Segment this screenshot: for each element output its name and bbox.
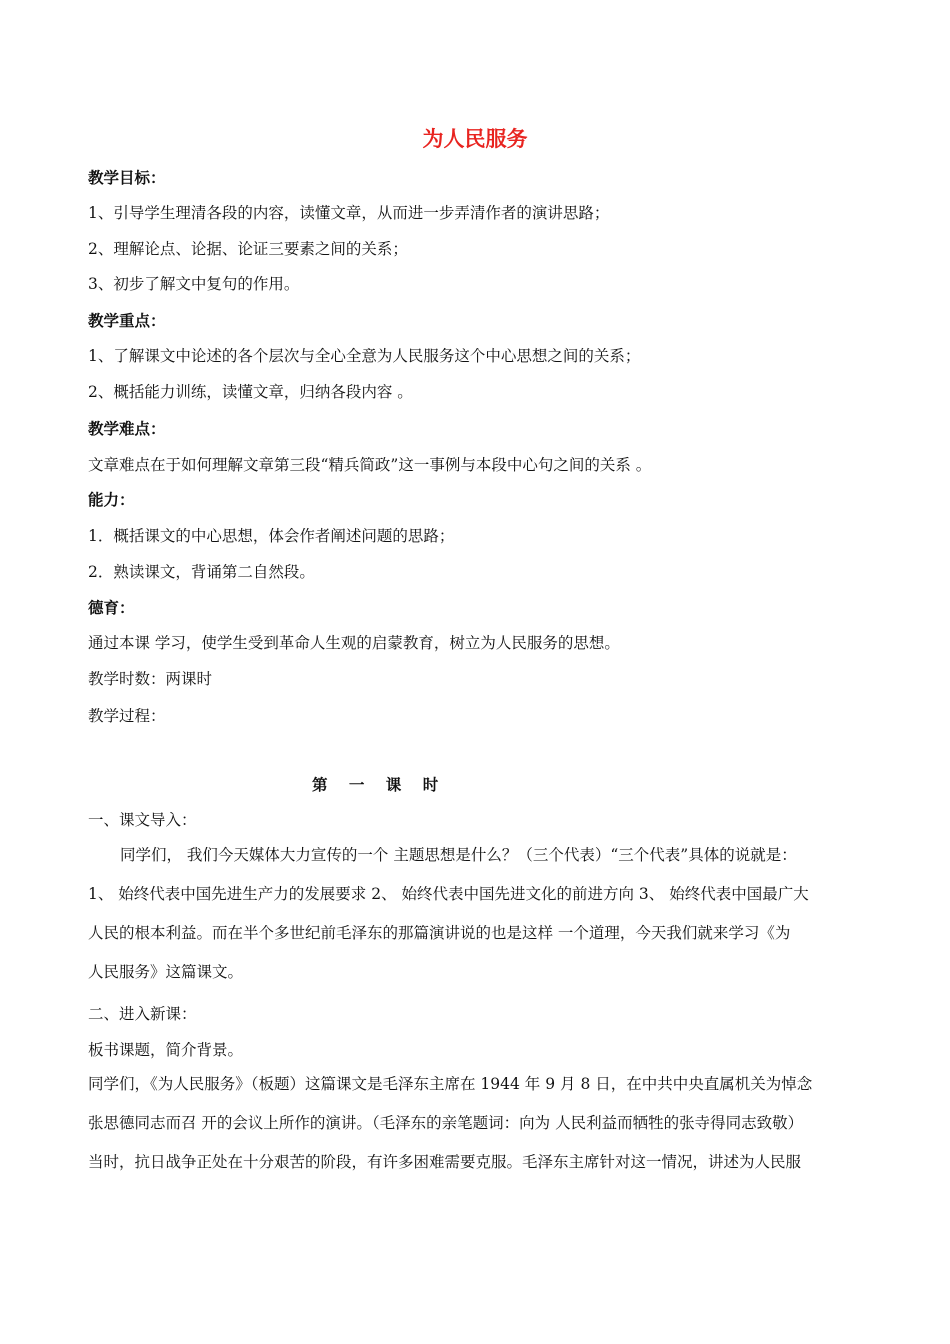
section1-line-1: 同学们， 我们今天媒体大力宣传的一个 主题思想是什么？（三个代表）“三个代表”具体的说就是： xyxy=(120,846,797,864)
document-title: 为人民服务 xyxy=(422,127,528,151)
ability-item-1: 1．概括课文的中心思想，体会作者阐述问题的思路； xyxy=(88,527,455,545)
section1-line-3: 人民的根本利益。而在半个多世纪前毛泽东的那篇演讲说的也是这样 一个道理，今天我们就来学习《为 xyxy=(88,924,791,942)
teaching-time: 教学时数：两课时 xyxy=(88,670,213,688)
section1-line-2: 1、 始终代表中国先进生产力的发展要求 2、 始终代表中国先进文化的前进方向 3、 始终代表中国最广大 xyxy=(88,885,809,903)
moral-text: 通过本课 学习，使学生受到革命人生观的启蒙教育，树立为人民服务的思想。 xyxy=(88,634,620,652)
goal-item-3: 3、初步了解文中复句的作用。 xyxy=(88,275,300,293)
section2-line-2: 张思德同志而召 开的会议上所作的演讲。（毛泽东的亲笔题词：向为 人民利益而牺牲的张寺得同志致敬） xyxy=(88,1114,804,1132)
section2-line-3: 当时，抗日战争正处在十分艰苦的阶段，有许多困难需要克服。毛泽东主席针对这一情况，讲述为人民服 xyxy=(88,1153,802,1171)
moral-heading: 德育： xyxy=(88,599,135,617)
lesson-heading: 第 一 课 时 xyxy=(312,776,447,794)
section1-heading: 一、课文导入： xyxy=(88,811,197,829)
section2-intro: 板书课题，简介背景。 xyxy=(88,1041,244,1059)
section1-paragraph xyxy=(88,836,878,992)
section2-paragraph xyxy=(88,1065,878,1182)
key-points-heading: 教学重点： xyxy=(88,312,166,330)
ability-item-2: 2．熟读课文，背诵第二自然段。 xyxy=(88,563,315,581)
section2-heading: 二、进入新课： xyxy=(88,1005,197,1023)
difficulty-heading: 教学难点： xyxy=(88,420,166,438)
difficulty-text: 文章难点在于如何理解文章第三段“精兵简政”这一事例与本段中心句之间的关系 。 xyxy=(88,456,652,474)
key-point-item-2: 2、概括能力训练，读懂文章，归纳各段内容 。 xyxy=(88,383,413,401)
section2-line-1: 同学们，《为人民服务》（板题）这篇课文是毛泽东主席在 1944 年 9 月 8 日，在中共中央直属机关为悼念 xyxy=(88,1075,813,1093)
key-point-item-1: 1、了解课文中论述的各个层次与全心全意为人民服务这个中心思想之间的关系； xyxy=(88,347,641,365)
teaching-process: 教学过程： xyxy=(88,707,166,725)
goal-item-2: 2、理解论点、论据、论证三要素之间的关系； xyxy=(88,240,408,258)
ability-heading: 能力： xyxy=(88,491,135,509)
goals-heading: 教学目标： xyxy=(88,169,166,187)
goal-item-1: 1、引导学生理清各段的内容，读懂文章，从而进一步弄清作者的演讲思路； xyxy=(88,204,610,222)
section1-line-4: 人民服务》这篇课文。 xyxy=(88,963,244,981)
